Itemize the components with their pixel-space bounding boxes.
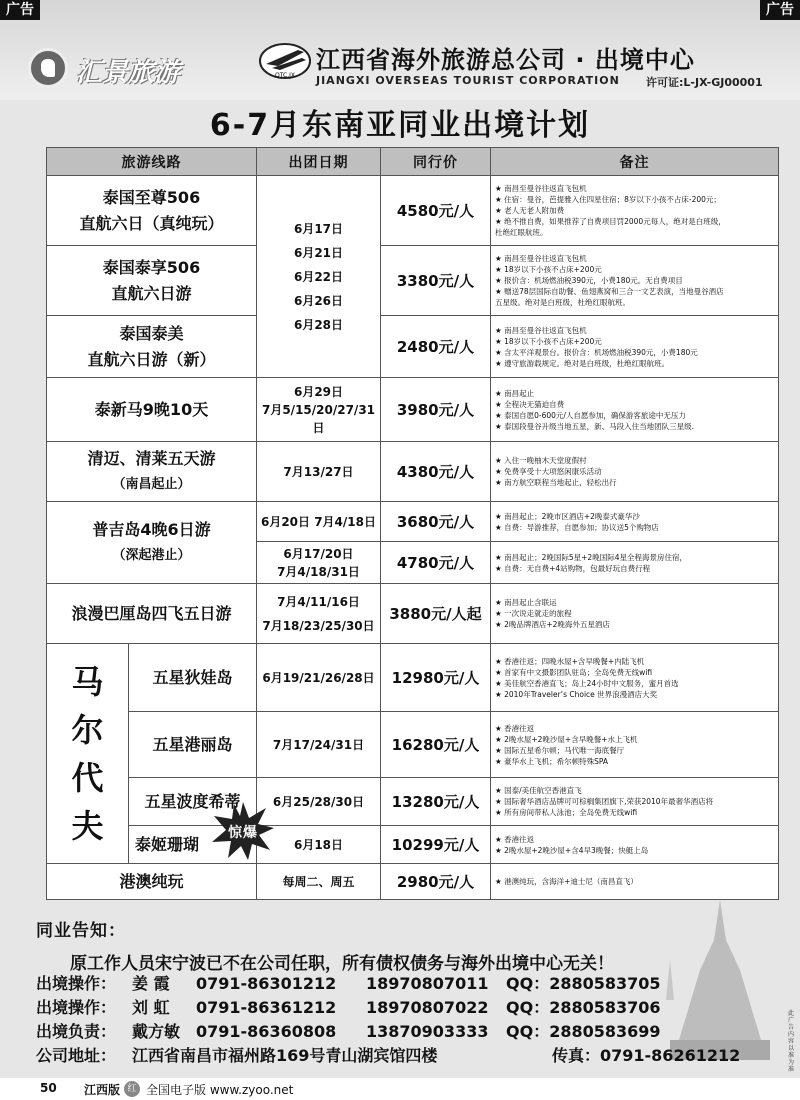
notes-cell: ★ 南昌起止含联运 ★ 一次说走就走的旅程 ★ 2晚品牌酒店+2晚海外五星酒店	[491, 584, 779, 644]
contact-list	[36, 972, 776, 1068]
route-cell	[47, 316, 257, 378]
dates-cell: 7月13/27日	[257, 442, 381, 502]
date: 6月21日	[293, 245, 344, 260]
route-cell: 五星港丽岛	[129, 712, 257, 778]
date: 6月26日	[293, 293, 344, 308]
page-footer	[0, 1078, 800, 1100]
route-cell: 五星狄娃岛	[129, 644, 257, 712]
route-cell	[47, 176, 257, 246]
address-row: 公司地址： 江西省南昌市福州路169号青山湖宾馆四楼 传真：0791-86261212	[36, 1046, 741, 1065]
price: 3380元/人	[381, 246, 491, 316]
table-row	[47, 378, 779, 442]
table-row	[47, 246, 779, 316]
header-dates: 出团日期	[257, 148, 381, 176]
license-number: 许可证:L-JX-GJ00001	[646, 76, 763, 89]
page-number: 50	[40, 1081, 57, 1095]
route-cell	[47, 502, 257, 584]
route-name: 普吉岛4晚6日游	[92, 519, 211, 539]
route-name-line2: 直航六日游（新）	[87, 349, 216, 369]
dates-cell: 6月20日 7月4/18日	[257, 502, 381, 542]
contact-row: 出境负责： 戴方敏 0791-86360808 13870903333 QQ：2880583699	[36, 1022, 661, 1041]
ad-tag-left: 广告	[0, 0, 40, 20]
price: 3980元/人	[381, 378, 491, 442]
page-title: 6-7月东南亚同业出境计划	[209, 108, 591, 143]
price: 16280元/人	[381, 712, 491, 778]
route-cell: 泰姬珊瑚	[129, 826, 257, 864]
notes-cell: ★ 南昌起止 ★ 全程决无猫迫自费 ★ 泰国自愿0-600元/人自愿参加，确保游客旅途中无压力 ★ 泰国段曼谷升级当地五星，新、马段入住当地团队三星级.	[491, 378, 779, 442]
thai-dates-cell	[257, 176, 381, 378]
table-row	[47, 712, 779, 778]
burst-label: 惊爆	[228, 825, 258, 841]
notes-cell: ★ 香港往返 ★ 2晚水屋+2晚沙屋+含4早3晚餐；快艇上岛	[491, 826, 779, 864]
header-price: 同行价	[381, 148, 491, 176]
dates-cell: 每周二、周五	[257, 864, 381, 900]
dates-cell: 6月17/20日 7月4/18/31日	[257, 542, 381, 584]
dates-cell: 6月19/21/26/28日	[257, 644, 381, 712]
dates-cell: 7月17/24/31日	[257, 712, 381, 778]
notes-cell: ★ 南昌至曼谷往返直飞包机 ★ 18岁以下小孩不占床+200元 ★ 报价含：机场燃油税390元，小费180元。无自费项目 ★ 赠送78层国际自助餐、鱼翅燕窝和三合一文艺表演，当地曼谷酒店 五星级。绝对是白班级，杜绝红眼航班。	[491, 246, 779, 316]
website-label: 全国电子版 www.zyoo.net	[146, 1083, 294, 1097]
price: 2480元/人	[381, 316, 491, 378]
corp-name: 江西省海外旅游总公司 · 出境中心	[316, 46, 695, 74]
price: 4580元/人	[381, 176, 491, 246]
price: 4780元/人	[381, 542, 491, 584]
route-cell: 五星波度希蒂	[129, 778, 257, 826]
date: 6月17日	[293, 221, 344, 236]
ad-tag-right: 广告	[760, 0, 800, 20]
route-sub: （深起港止）	[112, 547, 191, 563]
table-row	[47, 864, 779, 900]
contact-row: 出境操作： 姜 霞 0791-86301212 18970807011 QQ：2880583705	[36, 974, 661, 993]
route-name: 泰国泰享506	[102, 257, 201, 277]
notes-cell: ★ 南昌至曼谷往返直飞包机 ★ 住宿：曼谷，芭提雅入住四星住宿；8岁以下小孩不占床-200元； ★ 老人无老人附加费 ★ 绝不推自费，如果推荐了自费项目罚2000元每人，绝对是白班级， 杜绝红眼航班。	[491, 176, 779, 246]
notes-cell: ★ 国泰/美佳航空香港直飞 ★ 国际奢华酒店品牌可可棕榈集团旗下,荣获2010年最奢华酒店将 ★ 所有房间带私人泳池；全岛免费无线wifi	[491, 778, 779, 826]
dates-cell: 6月18日	[257, 826, 381, 864]
table-row	[47, 826, 779, 864]
corp-logo-abbr: OTC.JX	[274, 72, 296, 79]
price: 3680元/人	[381, 502, 491, 542]
industry-notice	[36, 916, 776, 974]
table-row	[47, 502, 779, 542]
table-row	[47, 316, 779, 378]
route-cell	[47, 246, 257, 316]
date: 6月28日	[293, 317, 344, 332]
notes-cell: ★ 入住一晚柚木天堂度假村 ★ 免费享受十大项悠闲康乐活动 ★ 南方航空联程当地起止，轻松出行	[491, 442, 779, 502]
price: 12980元/人	[381, 644, 491, 712]
table-row	[47, 644, 779, 712]
route-name: 清迈、清莱五天游	[87, 448, 216, 468]
notice-body: 原工作人员宋宁波已不在公司任职，所有债权债务与海外出境中心无关！	[70, 954, 614, 974]
route-name: 泰国泰美	[119, 323, 184, 343]
header-notes: 备注	[491, 148, 779, 176]
notes-cell: ★ 香港往返；四晚水屋+含早晚餐+内陆飞机 ★ 首家有中文摄影团队驻岛；全岛免费无线wifi ★ 美佳航空香港直飞；岛上24小时中文服务，蜜月首选 ★ 2010年Traveler’s Choice 世界浪漫酒店大奖	[491, 644, 779, 712]
price: 13280元/人	[381, 778, 491, 826]
notes-cell: ★ 港澳纯玩，含海洋+迪士尼（南昌直飞）	[491, 864, 779, 900]
route-cell: 泰新马9晚10天	[47, 378, 257, 442]
hong-badge-icon: 红	[124, 1081, 140, 1097]
edition-label: 江西版	[84, 1083, 121, 1097]
table-row	[47, 176, 779, 246]
table-row	[47, 584, 779, 644]
price: 2980元/人	[381, 864, 491, 900]
price: 4380元/人	[381, 442, 491, 502]
route-sub: （南昌起止）	[112, 476, 191, 492]
notes-cell: ★ 香港往返 ★ 2晚水屋+2晚沙屋+含早晚餐+水上飞机 ★ 国际五星希尔顿；马代唯一海底餐厅 ★ 豪华水上飞机；希尔顿特殊SPA	[491, 712, 779, 778]
route-cell: 港澳纯玩	[47, 864, 257, 900]
route-cell: 浪漫巴厘岛四飞五日游	[47, 584, 257, 644]
agency-logo-icon	[28, 48, 68, 88]
table-header-row	[47, 148, 779, 176]
contact-row: 出境操作： 刘 虹 0791-86361212 18970807022 QQ：2880583706	[36, 998, 661, 1017]
header-banner	[0, 0, 800, 100]
dates-cell: 6月25/28/30日	[257, 778, 381, 826]
dates-cell: 7月4/11/16日 7月18/23/25/30日	[257, 584, 381, 644]
table-row	[47, 442, 779, 502]
corp-logo-icon	[258, 42, 312, 80]
route-name-line2: 直航六日游	[111, 283, 192, 303]
notes-cell: ★ 南昌至曼谷往返直飞包机 ★ 18岁以下小孩不占床+200元 ★ 含太平洋观景台。报价含：机场燃油税390元，小费180元 ★ 遵守旅游载规定。绝对是白班级，杜绝红眼航班。	[491, 316, 779, 378]
date: 6月22日	[293, 269, 344, 284]
route-name-line2: 直航六日（真纯玩）	[79, 213, 224, 233]
notice-heading: 同业告知：	[36, 921, 126, 941]
dates-cell: 6月29日 7月5/15/20/27/31日	[257, 378, 381, 442]
agency-name: 汇景旅游	[76, 58, 181, 88]
route-name: 泰国至尊506	[102, 187, 201, 207]
corp-english-name: JIANGXI OVERSEAS TOURIST CORPORATION	[316, 74, 620, 87]
route-cell	[47, 442, 257, 502]
tour-plan-table	[46, 147, 779, 900]
notes-cell: ★ 南昌起止；2晚国际5星+2晚国际4星全程海景房住宿， ★ 自费：无自费+4站购物，包最好玩自费行程	[491, 542, 779, 584]
maldives-label: 马 尔 代 夫	[47, 644, 129, 864]
side-note: 此广告内容以准为准	[788, 1010, 795, 1073]
header-route: 旅游线路	[47, 148, 257, 176]
notes-cell: ★ 南昌起止；2晚市区酒店+2晚泰式豪华沙 ★ 自费：导游推荐，自愿参加；协议送5个购物店	[491, 502, 779, 542]
table-row	[47, 778, 779, 826]
price: 10299元/人	[381, 826, 491, 864]
price: 3880元/人起	[381, 584, 491, 644]
